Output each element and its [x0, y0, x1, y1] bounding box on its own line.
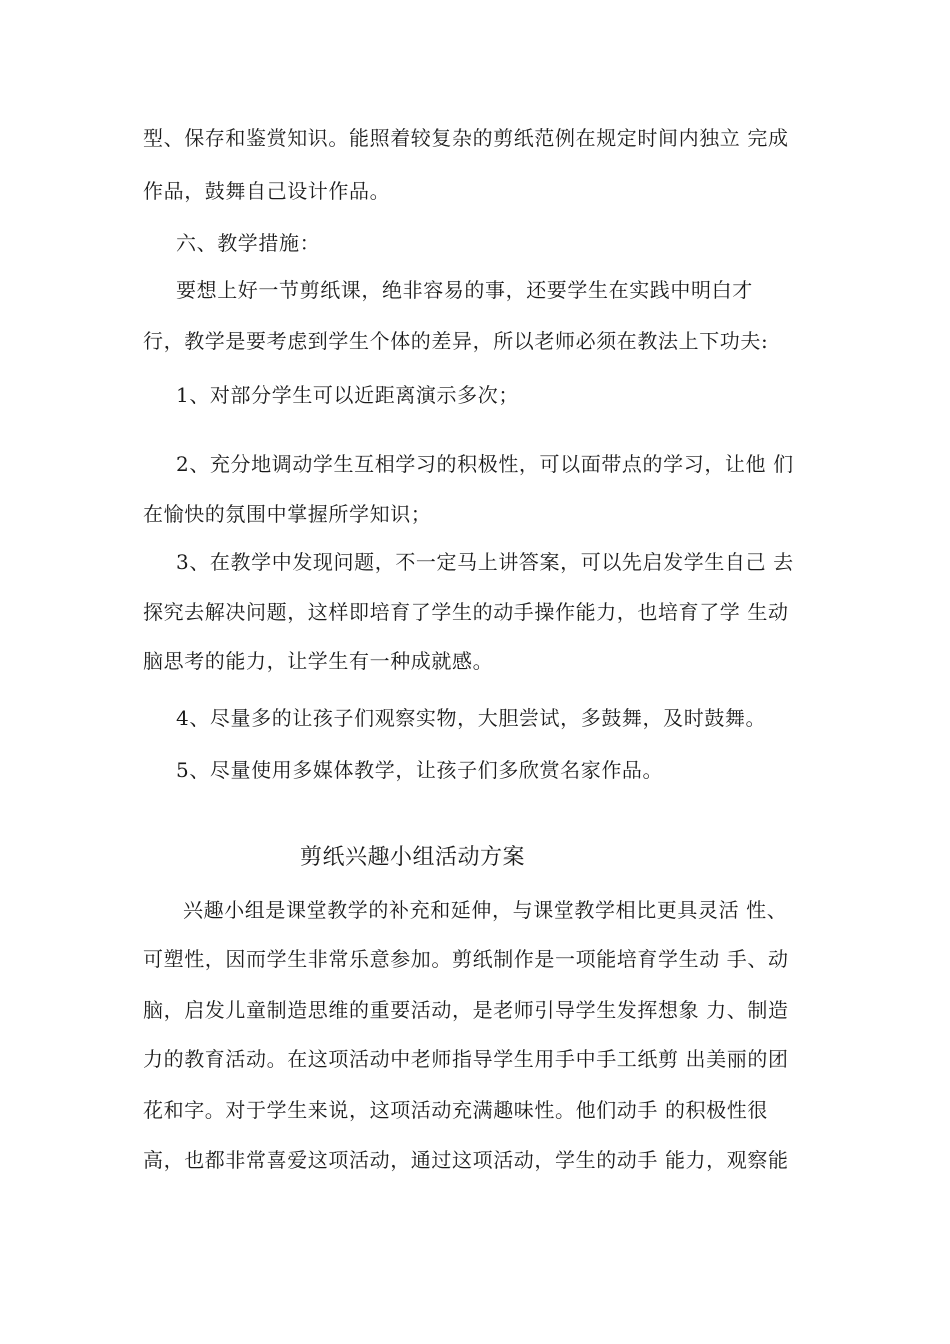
section-title: 剪纸兴趣小组活动方案 — [300, 845, 526, 870]
text-line: 在愉快的氛围中掌握所学知识； — [143, 502, 432, 526]
text-line: 探究去解决问题，这样即培育了学生的动手操作能力，也培育了学 生动 — [143, 600, 789, 624]
text-line: 型、保存和鉴赏知识。能照着较复杂的剪纸范例在规定时间内独立 完成 — [143, 126, 789, 150]
list-item: 3、在教学中发现问题，不一定马上讲答案，可以先启发学生自己 去 — [176, 550, 794, 574]
text-line: 花和字。对于学生来说，这项活动充满趣味性。他们动手 的积极性很 — [143, 1098, 768, 1122]
list-item: 4、尽量多的让孩子们观察实物，大胆尝试，多鼓舞，及时鼓舞。 — [176, 706, 767, 730]
text-line: 力的教育活动。在这项活动中老师指导学生用手中手工纸剪 出美丽的团 — [143, 1047, 789, 1071]
list-item: 1、对部分学生可以近距离演示多次； — [176, 383, 519, 407]
text-line: 行，教学是要考虑到学生个体的差异，所以老师必须在教法上下功夫: — [143, 329, 769, 353]
list-item: 2、充分地调动学生互相学习的积极性，可以面带点的学习，让他 们 — [176, 452, 794, 476]
text-line: 作品，鼓舞自己设计作品。 — [143, 179, 391, 203]
text-line: 要想上好一节剪纸课，绝非容易的事，还要学生在实践中明白才 — [176, 278, 753, 302]
text-line: 脑，启发儿童制造思维的重要活动，是老师引导学生发挥想象 力、制造 — [143, 998, 789, 1022]
list-item: 5、尽量使用多媒体教学，让孩子们多欣赏名家作品。 — [176, 758, 664, 782]
text-line: 高，也都非常喜爱这项活动，通过这项活动，学生的动手 能力，观察能 — [143, 1148, 789, 1172]
text-line: 兴趣小组是课堂教学的补充和延伸，与课堂教学相比更具灵活 性、 — [183, 898, 788, 922]
text-line: 可塑性，因而学生非常乐意参加。剪纸制作是一项能培育学生动 手、动 — [143, 947, 789, 971]
section-heading: 六、教学措施： — [176, 231, 321, 255]
text-line: 脑思考的能力，让学生有一种成就感。 — [143, 649, 494, 673]
